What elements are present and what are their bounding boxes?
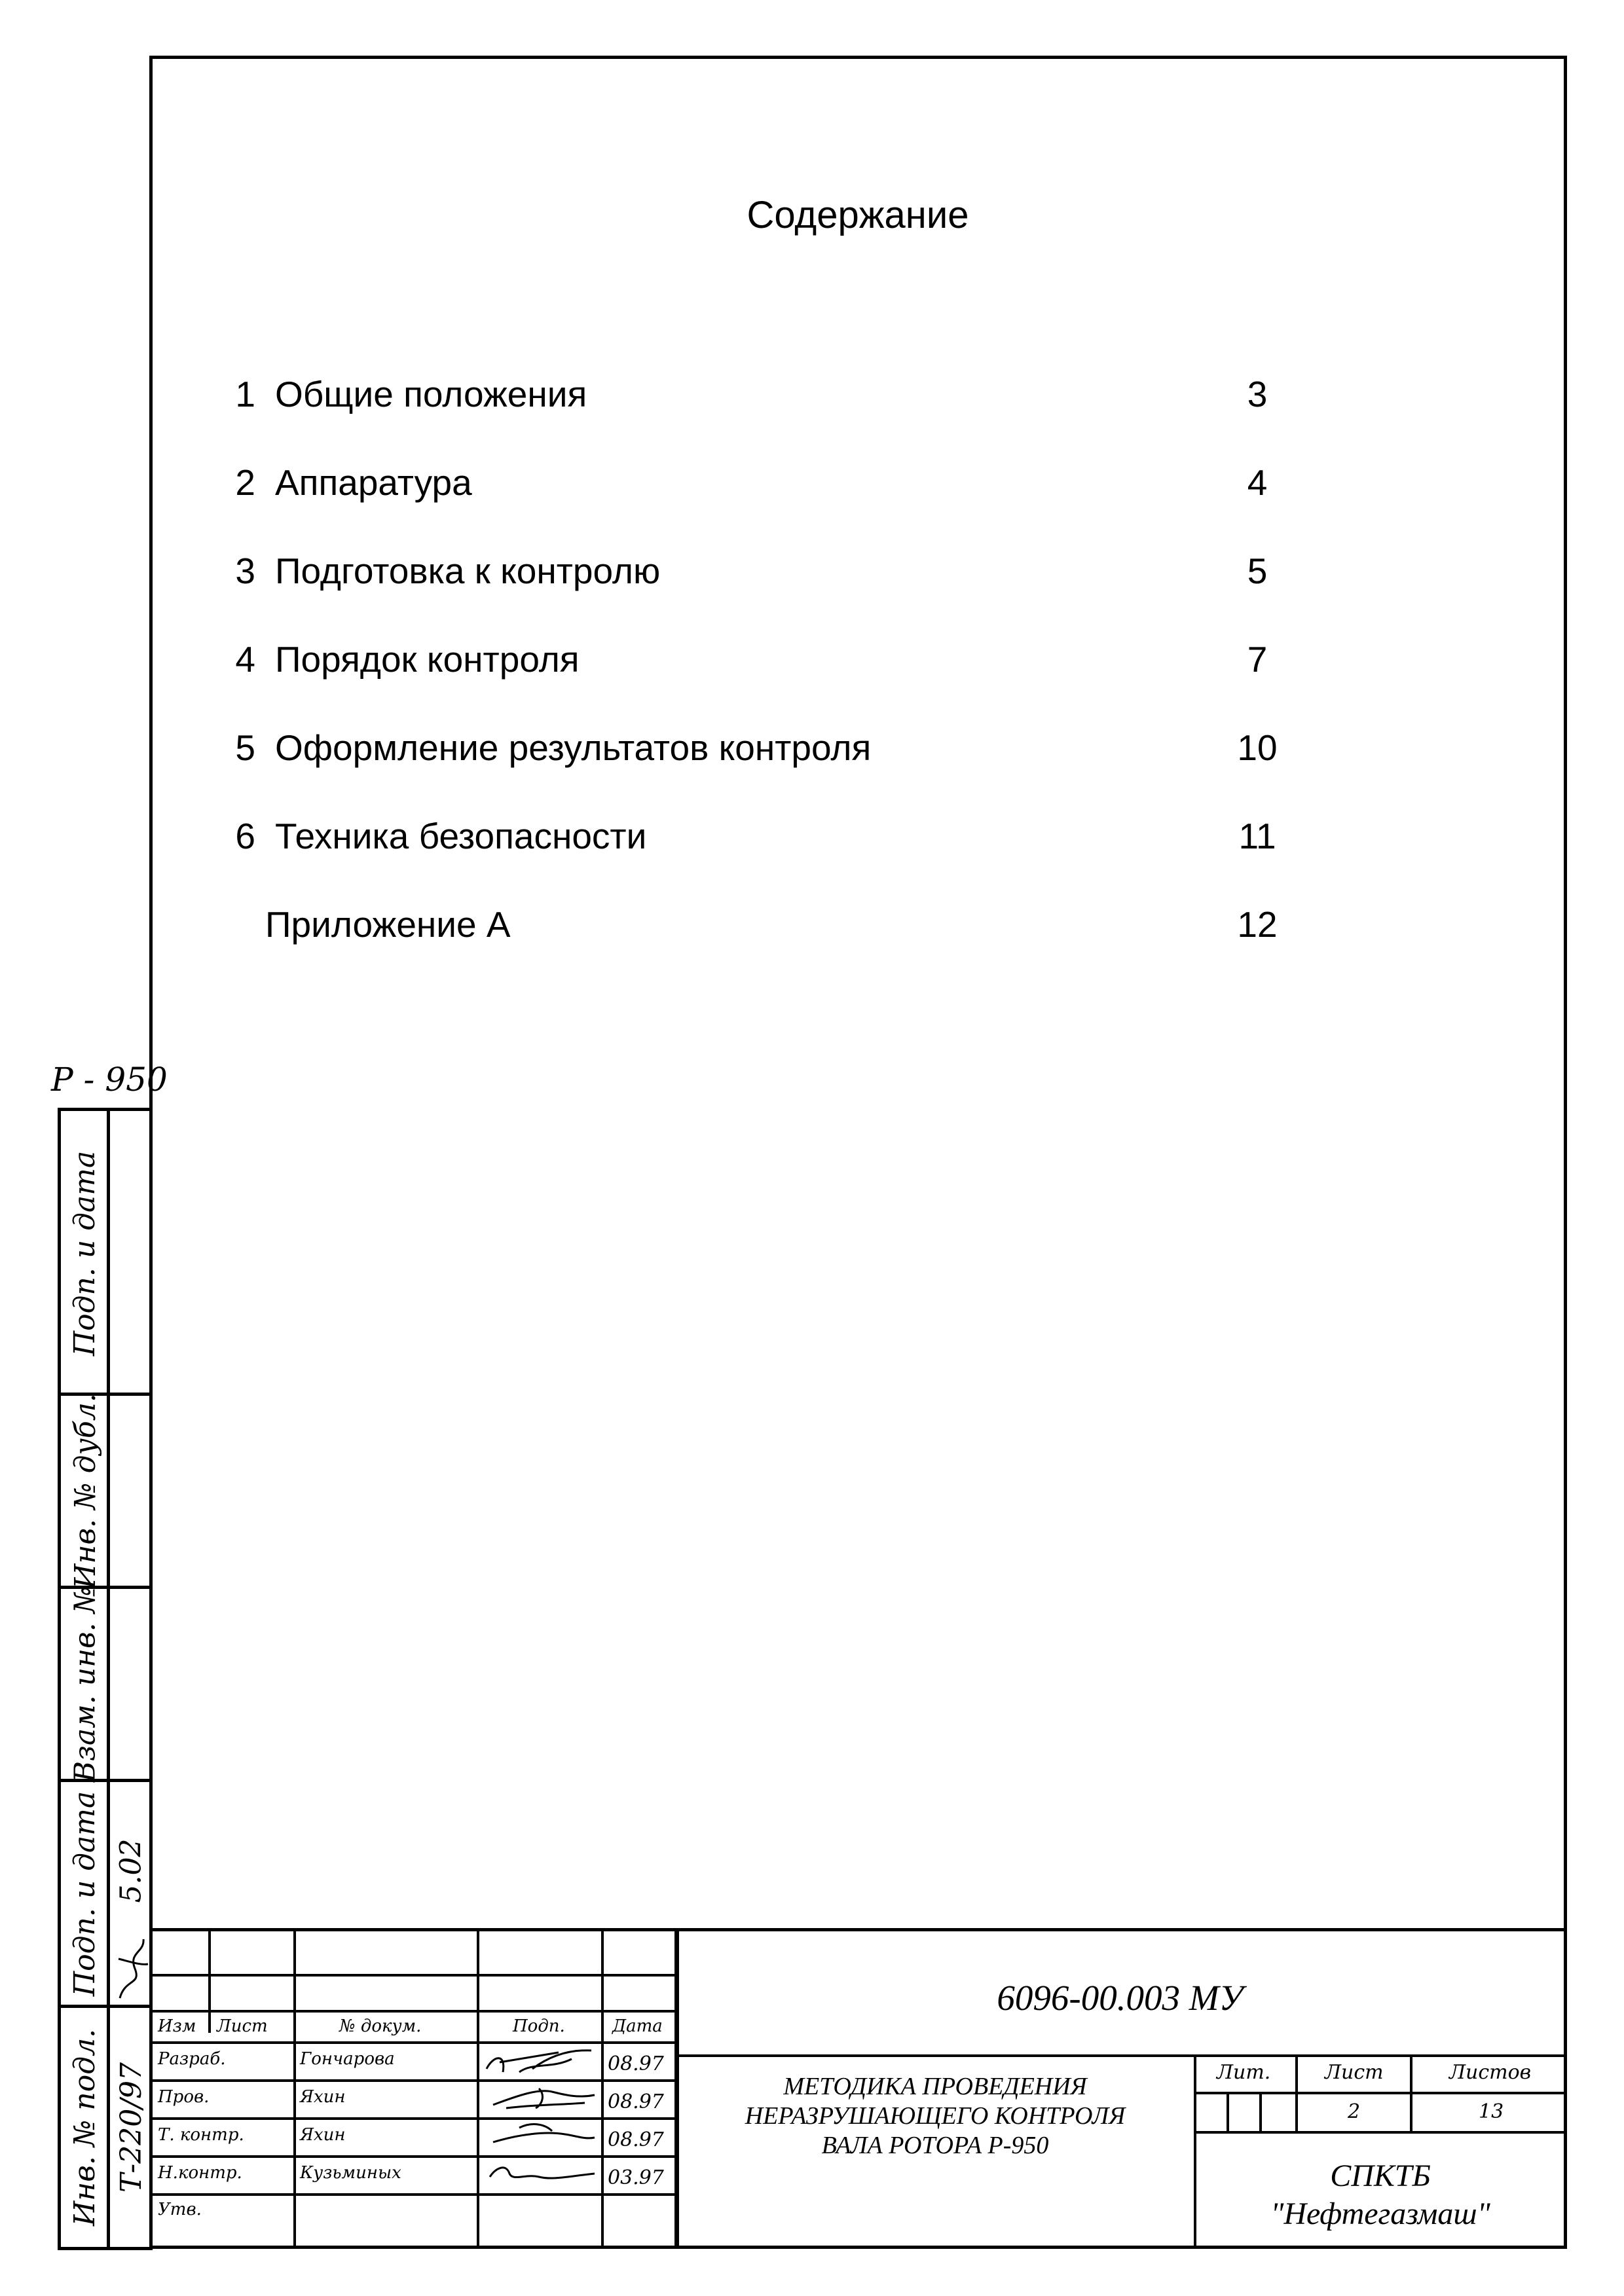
- toc-item: [229, 815, 1297, 867]
- tb-signatures: [480, 2043, 598, 2193]
- toc-item-page: 5: [1247, 551, 1268, 591]
- side-top-note: Р - 950: [51, 1061, 168, 1099]
- toc-item-label: Приложение А: [265, 904, 511, 945]
- tb-date: 08.97: [608, 2090, 664, 2113]
- tb-sheets-label: Листов: [1449, 2061, 1532, 2084]
- tb-line: [293, 1931, 296, 2246]
- toc-item-number: 3: [235, 551, 255, 591]
- tb-line: [153, 2010, 676, 2013]
- tb-line: [1194, 2092, 1564, 2094]
- side-value-date: 5.02: [114, 1838, 148, 1903]
- tb-line: [153, 1974, 676, 1977]
- toc-item-label: Техника безопасности: [275, 816, 647, 856]
- tb-role: Пров.: [158, 2087, 210, 2107]
- document-code: 6096-00.003 МУ: [997, 1978, 1244, 2018]
- tb-line: [1194, 2131, 1564, 2134]
- toc-item-page: 3: [1247, 374, 1268, 414]
- tb-sheet-label: Лист: [1325, 2061, 1384, 2084]
- tb-role: Утв.: [158, 2200, 202, 2219]
- side-strip: [58, 1108, 153, 2250]
- side-label-orig-inv: Инв. № подл.: [68, 2028, 102, 2227]
- side-label-sign-date-2: Подп. и дата: [68, 1791, 102, 1996]
- tb-sheets-value: 13: [1479, 2100, 1504, 2123]
- toc-item-page: 7: [1247, 639, 1268, 680]
- toc-item-label: Аппаратура: [275, 462, 472, 503]
- tb-name: Кузьминых: [300, 2163, 401, 2183]
- toc-item-number: 4: [235, 639, 255, 680]
- tb-line: [153, 2193, 676, 2196]
- title-block-grid: [153, 1931, 676, 2249]
- side-value-inv-number: Т-220/97: [114, 2062, 148, 2193]
- tb-lit-label: Лит.: [1217, 2061, 1271, 2084]
- toc-item: [229, 638, 1297, 691]
- tb-header-sheet: Лист: [217, 2016, 268, 2036]
- side-signature: [112, 1933, 151, 2005]
- tb-line: [1194, 2054, 1196, 2246]
- document-title: МЕТОДИКА ПРОВЕДЕНИЯ НЕРАЗРУШАЮЩЕГО КОНТРОЛЯ ВАЛА РОТОРА Р-950: [745, 2073, 1126, 2159]
- toc-item: [229, 550, 1297, 602]
- tb-header-doc-no: № докум.: [339, 2016, 422, 2036]
- title-block: [153, 1928, 1564, 2246]
- toc-item-label: Подготовка к контролю: [275, 551, 661, 591]
- tb-line: [676, 2054, 1564, 2057]
- side-label-replace-inv: Взам. инв. №: [68, 1586, 102, 1782]
- tb-line: [208, 1931, 211, 2033]
- side-label-sign-date: Подп. и дата: [68, 1150, 102, 1357]
- toc-item: [229, 462, 1297, 514]
- tb-role: Н.контр.: [158, 2163, 242, 2183]
- toc-item-number: 6: [235, 816, 255, 856]
- tb-date: 08.97: [608, 2128, 664, 2151]
- toc-item-page: 10: [1237, 727, 1278, 768]
- tb-line: [477, 1931, 479, 2246]
- tb-date: 03.97: [608, 2166, 664, 2189]
- tb-line: [153, 2079, 676, 2082]
- side-divider: [107, 1111, 110, 2247]
- tb-header-signature: Подп.: [513, 2016, 565, 2036]
- side-label-dup-inv: Инв. № дубл.: [68, 1393, 102, 1589]
- tb-name: Яхин: [300, 2125, 346, 2145]
- toc-item-number: 2: [235, 462, 255, 503]
- tb-sheet-value: 2: [1348, 2100, 1361, 2123]
- tb-line: [153, 2155, 676, 2158]
- toc-item: [229, 727, 1297, 779]
- tb-line: [1227, 2092, 1229, 2131]
- toc-item-page: 4: [1247, 462, 1268, 503]
- tb-date: 08.97: [608, 2052, 664, 2075]
- toc-item-label: Порядок контроля: [275, 639, 580, 680]
- toc-title: Содержание: [747, 194, 969, 236]
- organization-name: СПКТБ "Нефтегазмаш": [1270, 2159, 1490, 2231]
- toc-item-page: 12: [1237, 904, 1278, 945]
- tb-role: Т. контр.: [158, 2125, 244, 2145]
- tb-line: [153, 2117, 676, 2120]
- tb-header-change: Изм: [158, 2016, 196, 2036]
- tb-role: Разраб.: [158, 2049, 226, 2069]
- toc-item-page: 11: [1238, 816, 1276, 856]
- toc-item: [229, 373, 1297, 426]
- toc-item-number: 1: [235, 374, 255, 414]
- tb-name: Яхин: [300, 2087, 346, 2107]
- tb-line: [153, 2041, 676, 2044]
- tb-line: [1259, 2092, 1262, 2131]
- tb-header-date: Дата: [612, 2016, 663, 2036]
- toc-item-label: Общие положения: [275, 374, 587, 414]
- tb-line: [601, 1931, 604, 2246]
- toc-item-appendix: [229, 903, 1297, 956]
- toc-item-label: Оформление результатов контроля: [275, 727, 872, 768]
- toc-item-number: 5: [235, 727, 255, 768]
- tb-name: Гончарова: [300, 2049, 395, 2069]
